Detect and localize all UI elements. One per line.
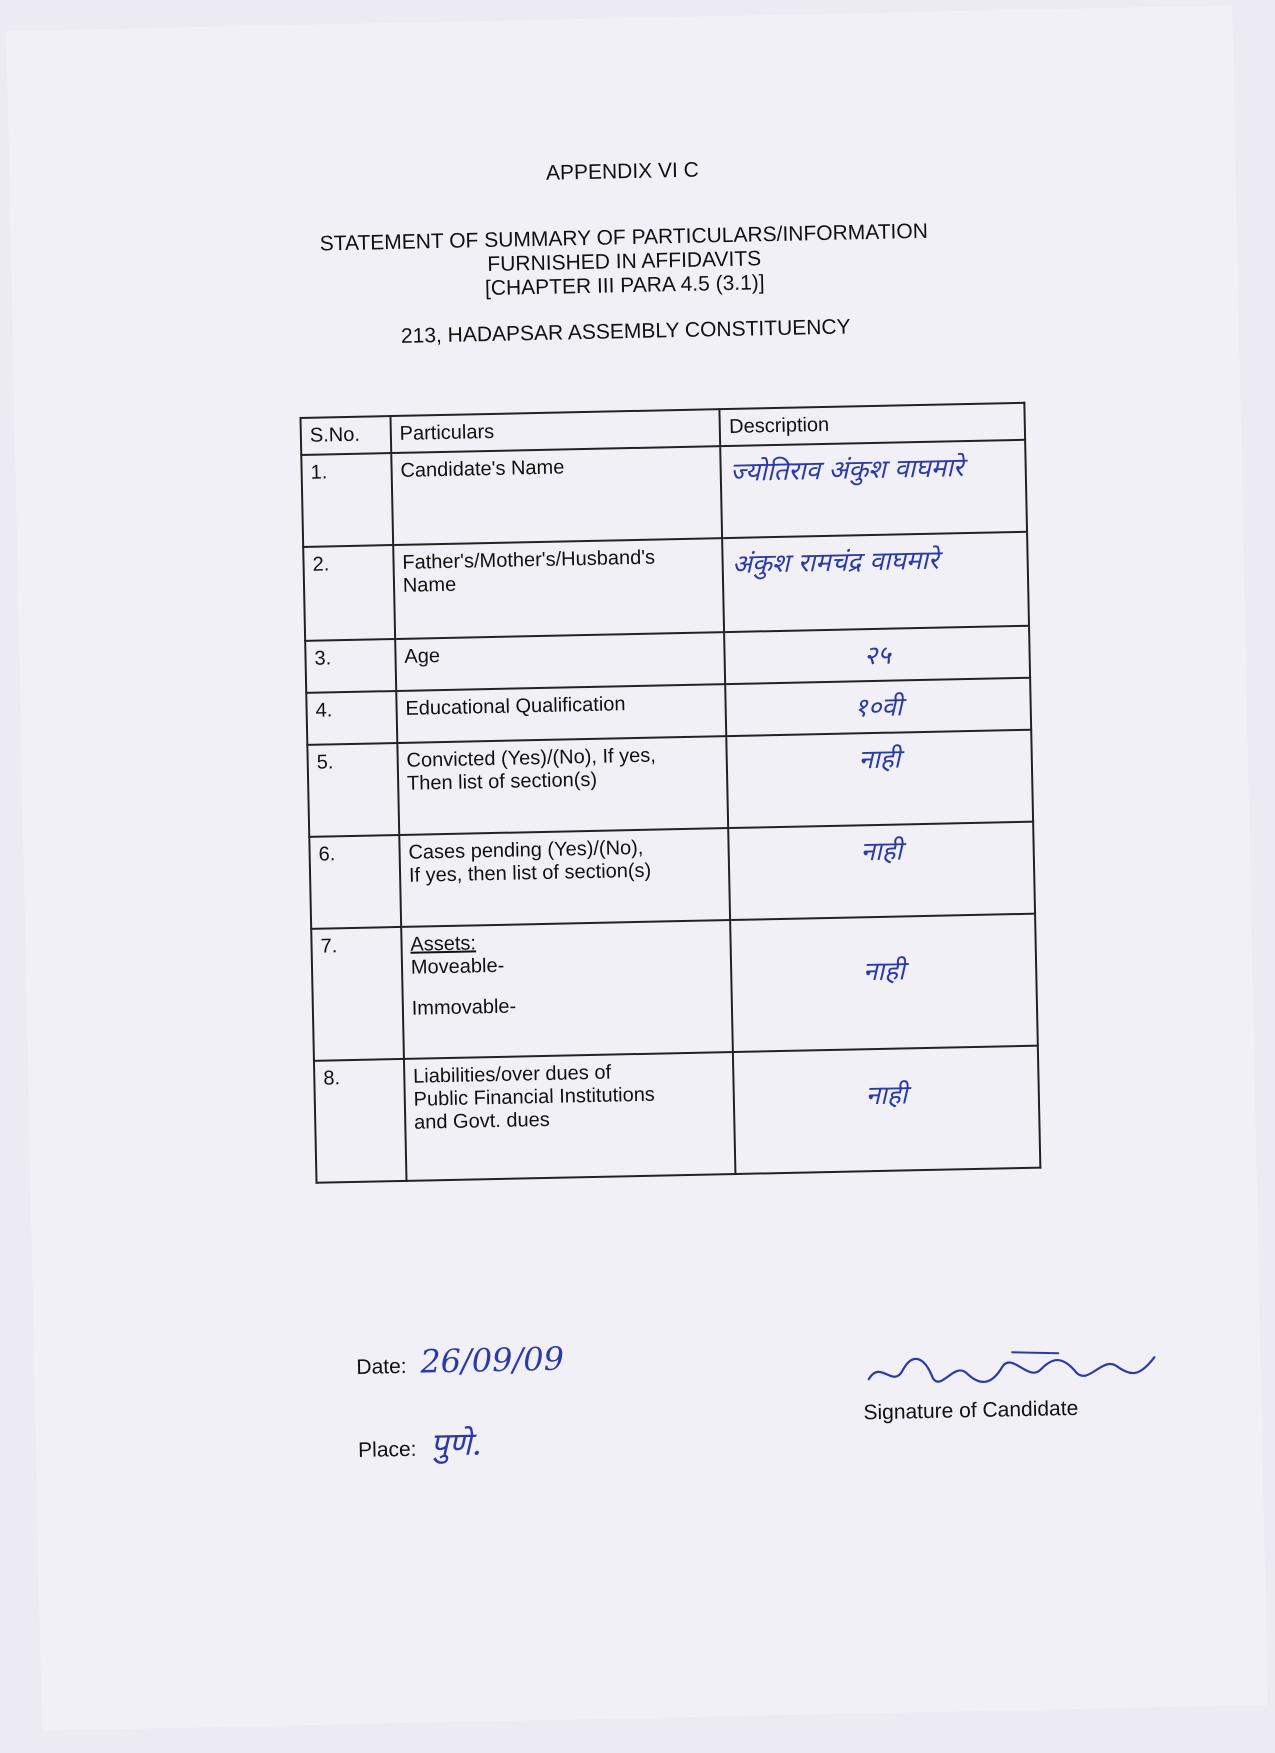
document-page — [6, 5, 1267, 1730]
row-particular: Age — [395, 632, 726, 691]
row-description — [733, 1046, 1040, 1174]
summary-table — [299, 402, 1041, 1184]
date-value: 26/09/09 — [419, 1339, 565, 1381]
assets-heading: Assets: — [410, 932, 477, 956]
handwritten-value: नाही — [865, 1080, 908, 1112]
signature-block — [862, 1343, 1164, 1425]
handwritten-value: नाही — [860, 836, 903, 868]
title-line-3: [CHAPTER III PARA 4.5 (3.1)] — [484, 271, 765, 301]
particular-line: and Govt. dues — [413, 1108, 550, 1134]
row-description — [726, 678, 1032, 736]
particular-line: If yes, then list of section(s) — [408, 859, 652, 887]
date-label: Date: — [356, 1354, 407, 1379]
table-row — [303, 532, 1029, 641]
title-line-2: FURNISHED IN AFFIDAVITS — [487, 247, 762, 276]
place-line — [358, 1421, 483, 1467]
handwritten-value: ज्योतिराव अंकुश वाघमारे — [729, 453, 964, 488]
particular-line: Liabilities/over dues of — [412, 1061, 612, 1088]
header-sno: S.No. — [301, 416, 392, 455]
row-particular — [404, 1052, 736, 1181]
handwritten-value: १०वी — [853, 692, 903, 724]
handwritten-value: नाही — [862, 956, 906, 988]
row-particular: Father's/Mother's/Husband's Name — [393, 538, 724, 639]
place-label: Place: — [357, 1437, 417, 1462]
appendix-heading: APPENDIX VI C — [545, 158, 700, 185]
row-particular — [399, 828, 730, 927]
row-number: 1. — [301, 453, 393, 547]
particular-line: Public Financial Institutions — [413, 1083, 656, 1111]
row-number: 4. — [306, 691, 397, 745]
assets-moveable: Moveable- — [410, 954, 505, 979]
row-number: 5. — [307, 743, 399, 837]
header-description: Description — [720, 403, 1025, 446]
row-description — [730, 914, 1037, 1052]
signature-label: Signature of Candidate — [863, 1396, 1079, 1425]
handwritten-value: नाही — [858, 744, 901, 776]
particular-line: Convicted (Yes)/(No), If yes, — [406, 744, 657, 772]
place-value: पुणे. — [429, 1424, 483, 1464]
constituency-heading: 213, HADAPSAR ASSEMBLY CONSTITUENCY — [400, 315, 851, 348]
header-particulars: Particulars — [390, 409, 720, 453]
particular-line: Then list of section(s) — [406, 768, 598, 795]
row-number: 6. — [309, 835, 401, 929]
assets-immovable: Immovable- — [411, 995, 517, 1020]
row-description — [724, 626, 1030, 684]
particular-line: Cases pending (Yes)/(No), — [408, 836, 644, 864]
row-description — [721, 440, 1027, 538]
table-row — [311, 914, 1038, 1061]
title-line-1: STATEMENT OF SUMMARY OF PARTICULARS/INFORMATION — [319, 219, 929, 256]
row-number: 7. — [311, 927, 404, 1061]
row-particular: Candidate's Name — [391, 446, 722, 545]
row-particular — [397, 736, 728, 835]
statement-title — [11, 213, 1238, 311]
row-number: 8. — [314, 1059, 406, 1183]
row-number: 3. — [305, 639, 396, 693]
date-line — [356, 1340, 565, 1382]
table-row — [301, 440, 1027, 547]
table-row — [309, 822, 1035, 929]
handwritten-value: अंकुश रामचंद्र वाघमारे — [731, 545, 940, 580]
table-row — [307, 730, 1033, 837]
row-particular: Educational Qualification — [396, 684, 727, 743]
handwritten-value: २५ — [863, 640, 892, 672]
row-description — [722, 532, 1029, 632]
table-row — [314, 1046, 1040, 1183]
row-description — [727, 730, 1033, 828]
row-particular — [401, 920, 733, 1059]
handwritten-signature — [862, 1343, 1163, 1395]
row-description — [729, 822, 1035, 920]
row-number: 2. — [303, 545, 395, 641]
